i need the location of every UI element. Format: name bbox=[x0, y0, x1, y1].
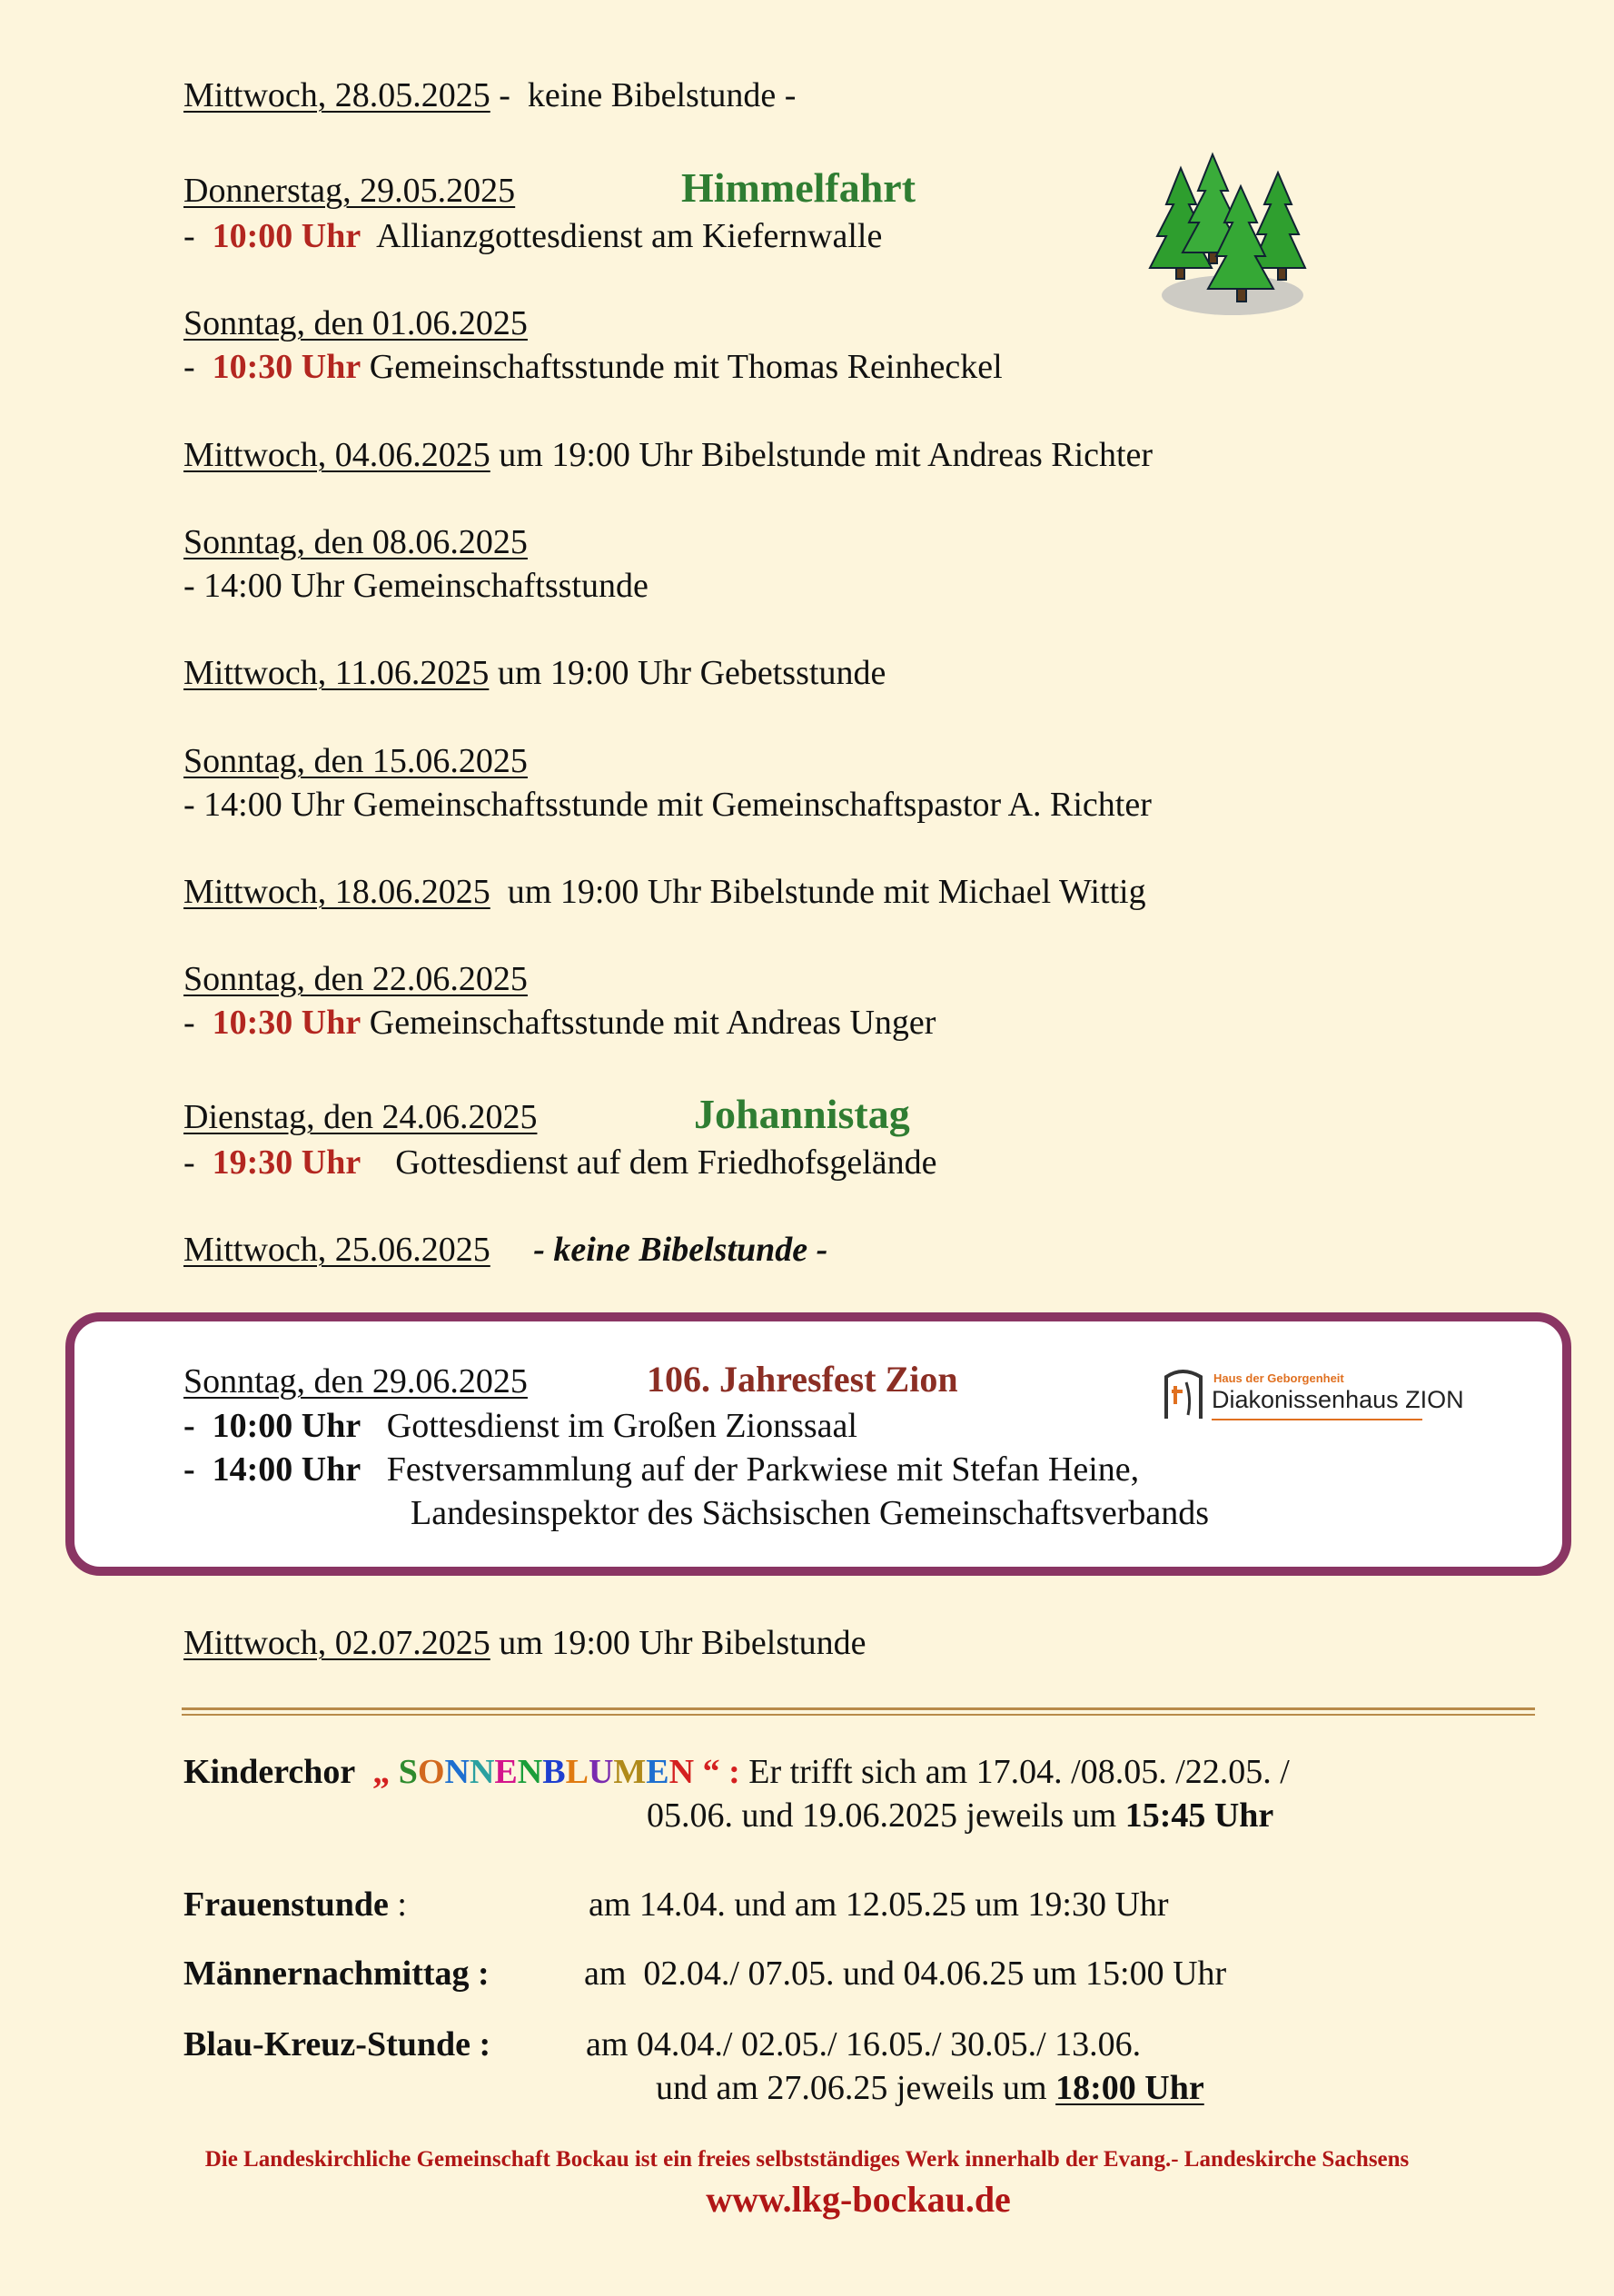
sonnenblumen-letter: N bbox=[668, 1753, 695, 1791]
jahresfest-item-2: - 14:00 Uhr Festversammlung auf der Parkwiese mit Stefan Heine, bbox=[183, 1450, 1140, 1489]
event-10 bbox=[183, 1229, 827, 1271]
frauenstunde-text: am 14.04. und am 12.05.25 um 19:30 Uhr bbox=[589, 1885, 1169, 1924]
group-text: und am 27.06.25 jeweils um bbox=[656, 2069, 1047, 2107]
logo-underline bbox=[1212, 1419, 1422, 1420]
sonnenblumen-letter: S bbox=[398, 1753, 418, 1791]
logo-small-text: Haus der Geborgenheit bbox=[1213, 1371, 1344, 1385]
event-text: um 19:00 Uhr Bibelstunde bbox=[499, 1624, 866, 1662]
event-text: Gemeinschaftsstunde mit Andreas Unger bbox=[369, 1004, 936, 1042]
event-date: Dienstag, den 24.06.2025 bbox=[183, 1098, 538, 1136]
event-9-date bbox=[183, 1096, 537, 1138]
sonnenblumen-letter: B bbox=[542, 1753, 566, 1791]
quote-close: “ : bbox=[702, 1753, 740, 1791]
logo-main-text: Diakonissenhaus ZION bbox=[1212, 1386, 1464, 1413]
item-time: 10:00 Uhr bbox=[212, 1407, 361, 1445]
event-5 bbox=[183, 652, 886, 694]
event-time: 10:30 Uhr bbox=[212, 1004, 361, 1042]
frauenstunde-label bbox=[183, 1884, 407, 1925]
group-time: 15:45 Uhr bbox=[1124, 1796, 1274, 1835]
group-label: Frauenstunde bbox=[183, 1885, 389, 1924]
event-date: Sonntag, den 15.06.2025 bbox=[183, 742, 528, 780]
event-7 bbox=[183, 871, 1146, 913]
event-text: um 19:00 Uhr Gebetsstunde bbox=[497, 654, 886, 692]
event-date: Sonntag, den 01.06.2025 bbox=[183, 304, 528, 342]
kinderchor-row bbox=[183, 1751, 1290, 1793]
trees-icon bbox=[1146, 145, 1310, 332]
event-1-date bbox=[183, 170, 515, 212]
event-text: Gemeinschaftsstunde mit Thomas Reinheckel bbox=[369, 348, 1003, 386]
event-text: Gottesdienst auf dem Friedhofsgelände bbox=[395, 1143, 937, 1182]
blaukreuz-row-2 bbox=[656, 2067, 1204, 2109]
footer-note: Die Landeskirchliche Gemeinschaft Bockau ist ein freies selbstständiges Werk innerhalb der Evang.- Landeskirche Sachsens bbox=[204, 2147, 1410, 2172]
event-time: 10:00 Uhr bbox=[212, 217, 361, 255]
jahresfest-date bbox=[183, 1361, 528, 1402]
group-time: 18:00 Uhr bbox=[1055, 2069, 1204, 2107]
event-8-detail: - 10:30 Uhr Gemeinschaftsstunde mit Andreas Unger bbox=[183, 1004, 936, 1042]
event-time: 10:30 Uhr bbox=[212, 348, 361, 386]
jahresfest-item-1: - 10:00 Uhr Gottesdienst im Großen Zionssaal bbox=[183, 1407, 857, 1445]
footer-url[interactable]: www.lkg-bockau.de bbox=[706, 2179, 1011, 2220]
divider bbox=[182, 1707, 1535, 1710]
sonnenblumen-letter: N bbox=[517, 1753, 543, 1791]
maenner-text: am 02.04./ 07.05. und 04.06.25 um 15:00 Uhr bbox=[584, 1955, 1227, 1993]
maenner-label: Männernachmittag : bbox=[183, 1955, 490, 1993]
event-date: Sonntag, den 08.06.2025 bbox=[183, 523, 528, 561]
holiday-johannistag: Johannistag bbox=[694, 1091, 910, 1137]
event-date: Mittwoch, 25.06.2025 bbox=[183, 1231, 490, 1269]
sonnenblumen-letter: E bbox=[494, 1753, 518, 1791]
jahresfest-item-2-cont: Landesinspektor des Sächsischen Gemeinschaftsverbands bbox=[411, 1494, 1210, 1532]
event-after bbox=[183, 1622, 866, 1664]
event-4-date bbox=[183, 521, 528, 563]
sonnenblumen-letter: L bbox=[565, 1753, 589, 1791]
event-0 bbox=[183, 74, 796, 116]
event-8-date bbox=[183, 958, 528, 1000]
sonnenblumen-name bbox=[399, 1753, 694, 1791]
event-time: 19:30 Uhr bbox=[212, 1143, 361, 1182]
divider bbox=[182, 1714, 1535, 1716]
event-text: um 19:00 Uhr Bibelstunde mit Michael Wittig bbox=[507, 873, 1146, 911]
event-date: Mittwoch, 04.06.2025 bbox=[183, 436, 490, 474]
event-4-detail: - 14:00 Uhr Gemeinschaftsstunde bbox=[183, 567, 649, 605]
group-sep: : bbox=[388, 1885, 407, 1924]
blaukreuz-label: Blau-Kreuz-Stunde : bbox=[183, 2025, 491, 2063]
blaukreuz-text-1: am 04.04./ 02.05./ 16.05./ 30.05./ 13.06. bbox=[586, 2025, 1142, 2063]
event-6-detail: - 14:00 Uhr Gemeinschaftsstunde mit Gemeinschaftspastor A. Richter bbox=[183, 786, 1152, 824]
sonnenblumen-letter: N bbox=[469, 1753, 495, 1791]
event-text: um 19:00 Uhr Bibelstunde mit Andreas Richter bbox=[499, 436, 1154, 474]
group-label: Kinderchor bbox=[183, 1753, 356, 1791]
event-text: Allianzgottesdienst am Kiefernwalle bbox=[376, 217, 883, 255]
event-text: - keine Bibelstunde - bbox=[533, 1231, 828, 1269]
event-date: Mittwoch, 02.07.2025 bbox=[183, 1624, 490, 1662]
jahresfest-title: 106. Jahresfest Zion bbox=[647, 1359, 958, 1400]
item-time: 14:00 Uhr bbox=[212, 1450, 361, 1489]
holiday-himmelfahrt: Himmelfahrt bbox=[681, 164, 916, 211]
event-date: Sonntag, den 22.06.2025 bbox=[183, 960, 528, 998]
sonnenblumen-letter: N bbox=[444, 1753, 470, 1791]
group-text: 05.06. und 19.06.2025 jeweils um bbox=[647, 1796, 1117, 1835]
event-2-detail: - 10:30 Uhr Gemeinschaftsstunde mit Thomas Reinheckel bbox=[183, 348, 1003, 386]
event-1-detail: - 10:00 Uhr Allianzgottesdienst am Kiefernwalle bbox=[183, 217, 883, 255]
event-date: Mittwoch, 28.05.2025 bbox=[183, 76, 490, 114]
event-date: Mittwoch, 11.06.2025 bbox=[183, 654, 490, 692]
sonnenblumen-letter: O bbox=[417, 1753, 445, 1791]
kinderchor-row-2 bbox=[647, 1795, 1273, 1836]
event-date: Sonntag, den 29.06.2025 bbox=[183, 1362, 528, 1400]
group-text: Er trifft sich am 17.04. /08.05. /22.05. / bbox=[748, 1753, 1290, 1791]
event-9-detail: - 19:30 Uhr Gottesdienst auf dem Friedhofsgelände bbox=[183, 1143, 937, 1182]
event-text: - keine Bibelstunde - bbox=[490, 76, 797, 114]
event-3 bbox=[183, 434, 1153, 476]
zion-logo-icon bbox=[1161, 1364, 1464, 1430]
item-text: Gottesdienst im Großen Zionssaal bbox=[386, 1407, 857, 1445]
sonnenblumen-letter: M bbox=[613, 1753, 647, 1791]
sonnenblumen-letter: U bbox=[588, 1753, 614, 1791]
event-6-date bbox=[183, 740, 528, 782]
item-text: Festversammlung auf der Parkwiese mit Stefan Heine, bbox=[386, 1450, 1140, 1489]
event-date: Mittwoch, 18.06.2025 bbox=[183, 873, 490, 911]
sonnenblumen-letter: E bbox=[646, 1753, 669, 1791]
event-2-date bbox=[183, 302, 528, 344]
quote-open: „ bbox=[372, 1753, 391, 1791]
event-date: Donnerstag, 29.05.2025 bbox=[183, 172, 516, 210]
